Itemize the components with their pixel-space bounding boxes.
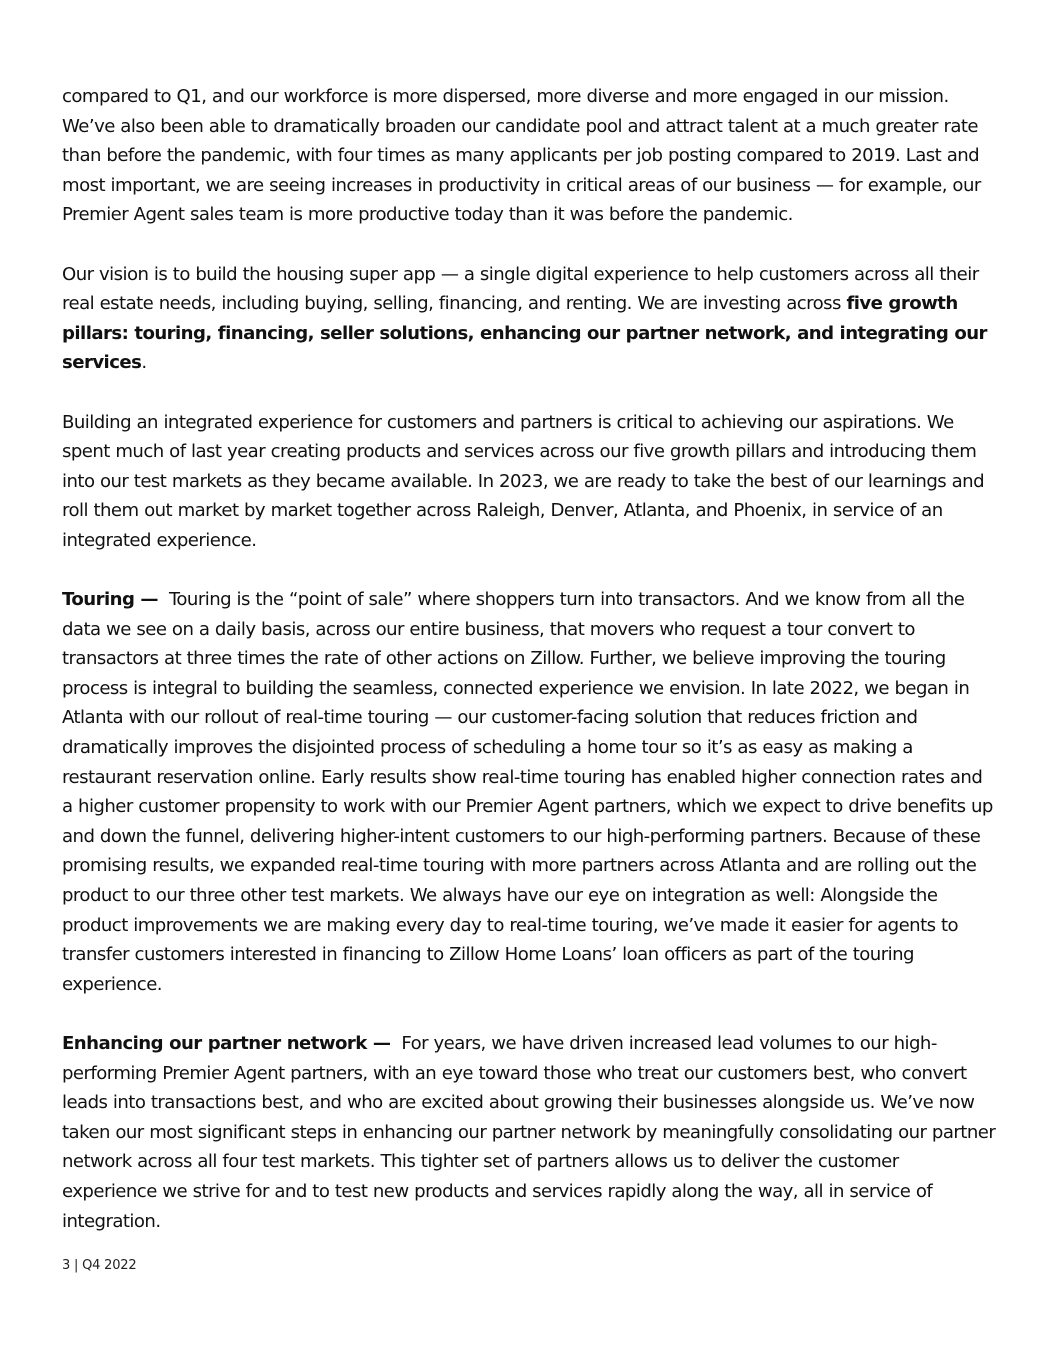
touring-heading: Touring — <box>62 589 158 611</box>
paragraph-vision <box>62 260 997 378</box>
paragraph-vision-end: . <box>141 352 147 374</box>
partner-network-text: For years, we have driven increased lead volumes to our high-performing Premier Agent partners, with an eye toward those who treat our customers best, who convert leads into transactions best, and who are excited about growing their businesses alongside us. We’ve now taken our most significant steps in enhancing our partner network by meaningfully consolidating our partner network across all four test markets. This tighter set of partners allows us to deliver the customer experience we strive for and to test new products and services rapidly along the way, all in service of integration. <box>62 1033 996 1232</box>
paragraph-integrated-text: Building an integrated experience for customers and partners is critical to achieving our aspirations. We spent much of last year creating products and services across our five growth pillars and introducing them into our test markets as they became available. In 2023, we are ready to take the best of our learnings and roll them out market by market together across Raleigh, Denver, Atlanta, and Phoenix, in service of an integrated experience. <box>62 411 985 551</box>
paragraph-vision-text: Our vision is to build the housing super app — a single digital experience to help customers across all their real estate needs, including buying, selling, financing, and renting. We are investing across <box>62 263 979 315</box>
touring-text: Touring is the “point of sale” where shoppers turn into transactors. And we know from all the data we see on a daily basis, across our entire business, that movers who request a tour convert to transactors at three times the rate of other actions on Zillow. Further, we believe improving the touring process is integral to building the seamless, connected experience we envision. In late 2022, we began in Atlanta with our rollout of real-time touring — our customer-facing solution that reduces friction and dramatically improves the disjointed process of scheduling a home tour so it’s as easy as making a restaurant reservation online. Early results show real-time touring has enabled higher connection rates and a higher customer propensity to work with our Premier Agent partners, which we expect to drive benefits up and down the funnel, delivering higher-intent customers to our high-performing partners. Because of these promising results, we expanded real-time touring with more partners across Atlanta and are rolling out the product to our three other test markets. We always have our eye on integration as well: Alongside the product improvements we are making every day to real-time touring, we’ve made it easier for agents to transfer customers interested in financing to Zillow Home Loans’ loan officers as part of the touring experience. <box>62 589 993 995</box>
paragraph-vision-bold: five growth pillars: touring, financing, seller solutions, enhancing our partner network, and integrating our services <box>62 293 987 374</box>
paragraph-workforce <box>62 82 997 230</box>
paragraph-workforce-text: compared to Q1, and our workforce is more dispersed, more diverse and more engaged in our mission. We’ve also been able to dramatically broaden our candidate pool and attract talent at a much greater rate than before the pandemic, with four times as many applicants per job posting compared to 2019. Last and most important, we are seeing increases in productivity in critical areas of our business — for example, our Premier Agent sales team is more productive today than it was before the pandemic. <box>62 86 981 226</box>
partner-network-heading: Enhancing our partner network — <box>62 1033 391 1054</box>
document-body <box>62 82 997 1236</box>
paragraph-partner-network <box>62 1029 997 1236</box>
page-footer: 3 | Q4 2022 <box>62 1258 137 1273</box>
paragraph-touring <box>62 585 997 999</box>
paragraph-integrated <box>62 408 997 556</box>
